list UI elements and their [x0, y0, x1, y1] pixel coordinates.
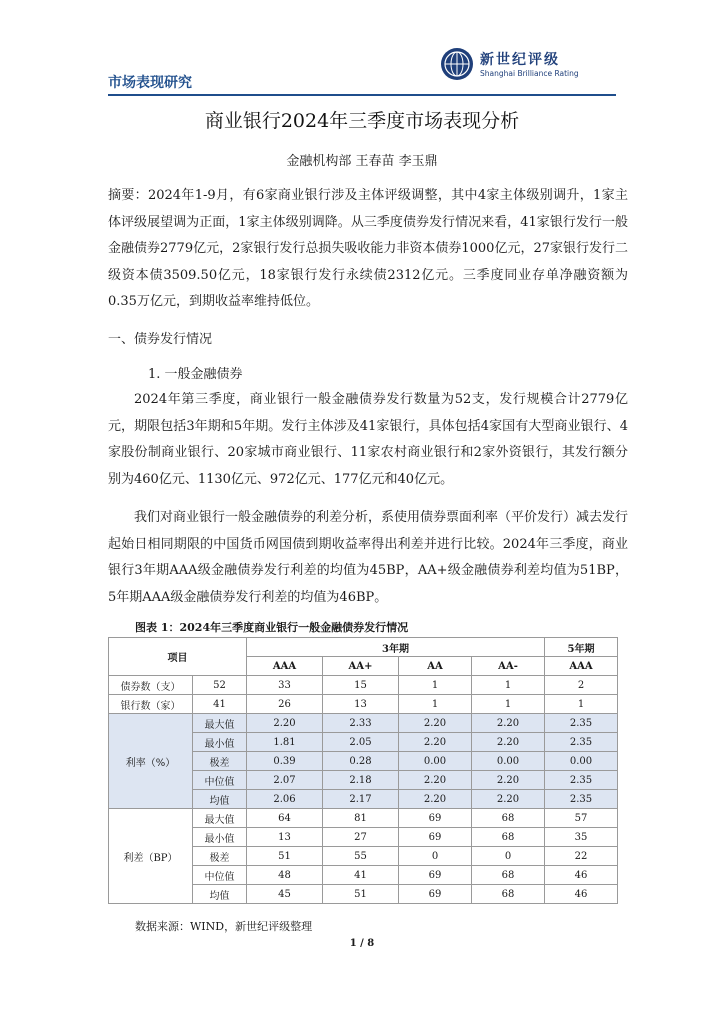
row-label: 银行数（家）	[109, 695, 193, 714]
grade-cell: AA-	[472, 657, 545, 676]
row-label: 债券数（支）	[109, 676, 193, 695]
table-cell: 55	[323, 847, 399, 866]
table-cell: 1	[399, 676, 472, 695]
table-cell: 1	[399, 695, 472, 714]
stat-label: 极差	[193, 847, 247, 866]
table-cell: 33	[247, 676, 323, 695]
table-cell: 13	[323, 695, 399, 714]
company-logo	[440, 47, 620, 87]
table-cell: 2.35	[545, 790, 618, 809]
rate-group-label: 利率（%）	[109, 714, 193, 809]
spread-group-label: 利差（BP）	[109, 809, 193, 904]
authors-line: 金融机构部 王春苗 李玉鼎	[286, 154, 438, 169]
table-cell: 2.20	[472, 714, 545, 733]
abstract-paragraph: 摘要：2024年1-9月，有6家商业银行涉及主体评级调整，其中4家主体级别调升，1家主体评级展望调为正面，1家主体级别调降。从三季度债券发行情况来看，41家银行发行一般金融债券2779亿元，2家银行发行总损失吸收能力非资本债券1000亿元，27家银行发行二级资本债3509.50亿元，18家银行发行永续债2312亿元。三季度同业存单净融资额为0.35万亿元，到期收益率维持低位。	[108, 188, 628, 309]
table-row	[109, 714, 618, 733]
table-cell: 0.00	[472, 752, 545, 771]
header-5-year: 5年期	[545, 638, 618, 657]
table-cell: 2.20	[399, 771, 472, 790]
table-cell: 51	[247, 847, 323, 866]
table-cell: 2.05	[323, 733, 399, 752]
table-cell: 68	[472, 809, 545, 828]
table-cell: 46	[545, 885, 618, 904]
table-caption: 图表 1：2024年三季度商业银行一般金融债券发行情况	[135, 621, 409, 634]
logo-globe-icon	[440, 47, 474, 81]
body-paragraph-1: 2024年第三季度，商业银行一般金融债券发行数量为52支，发行规模合计2779亿元，期限包括3年期和5年期。发行主体涉及41家银行，具体包括4家国有大型商业银行、4家股份制商业银行、20家城市商业银行、11家农村商业银行和2家外资银行，其发行额分别为460亿元、1130亿元、972亿元、177亿元和40亿元。	[108, 392, 628, 487]
table-cell: 2.20	[472, 733, 545, 752]
table-cell: 2.20	[472, 790, 545, 809]
table-cell: 2.35	[545, 714, 618, 733]
table-cell: 68	[472, 885, 545, 904]
table-row	[109, 676, 618, 695]
table-cell: 1	[472, 695, 545, 714]
table-cell: 22	[545, 847, 618, 866]
table-cell: 2.20	[472, 771, 545, 790]
data-source-note: 数据来源：WIND，新世纪评级整理	[135, 920, 313, 933]
bond-issuance-table	[108, 637, 618, 904]
table-cell: 0.00	[545, 752, 618, 771]
table-cell: 2	[545, 676, 618, 695]
stat-label: 中位值	[193, 866, 247, 885]
grade-cell: AA+	[323, 657, 399, 676]
grade-cell: AAA	[545, 657, 618, 676]
table-cell: 69	[399, 885, 472, 904]
table-cell: 69	[399, 828, 472, 847]
table-cell: 57	[545, 809, 618, 828]
table-cell: 2.20	[399, 733, 472, 752]
table-cell: 2.17	[323, 790, 399, 809]
row-total: 41	[193, 695, 247, 714]
table-header-row	[109, 638, 618, 657]
stat-label: 均值	[193, 790, 247, 809]
table-cell: 0.00	[399, 752, 472, 771]
table-cell: 2.33	[323, 714, 399, 733]
subsection-heading: 1. 一般金融债券	[148, 367, 243, 382]
body-paragraph-2: 我们对商业银行一般金融债券的利差分析，系使用债券票面利率（平价发行）减去发行起始日相同期限的中国货币网国债到期收益率得出利差并进行比较。2024年三季度，商业银行3年期AAA级金融债券发行利差的均值为45BP，AA+级金融债券利差均值为51BP，5年期AAA级金融债券发行利差的均值为46BP。	[108, 510, 629, 605]
stat-label: 均值	[193, 885, 247, 904]
table-cell: 0.39	[247, 752, 323, 771]
table-cell: 68	[472, 828, 545, 847]
table-cell: 2.20	[247, 714, 323, 733]
section-heading: 一、债券发行情况	[108, 332, 213, 347]
table-cell: 27	[323, 828, 399, 847]
stat-label: 极差	[193, 752, 247, 771]
table-cell: 69	[399, 866, 472, 885]
grade-cell: AAA	[247, 657, 323, 676]
table-cell: 2.06	[247, 790, 323, 809]
table-cell: 41	[323, 866, 399, 885]
stat-label: 中位值	[193, 771, 247, 790]
table-row	[109, 695, 618, 714]
table-cell: 0	[399, 847, 472, 866]
stat-label: 最小值	[193, 828, 247, 847]
stat-label: 最大值	[193, 714, 247, 733]
table-cell: 68	[472, 866, 545, 885]
table-cell: 51	[323, 885, 399, 904]
logo-chinese-name: 新世纪评级	[480, 52, 560, 68]
table-cell: 26	[247, 695, 323, 714]
table-cell: 2.20	[399, 714, 472, 733]
table-cell: 2.35	[545, 733, 618, 752]
header-section-title: 市场表现研究	[108, 75, 192, 91]
table-cell: 2.18	[323, 771, 399, 790]
header-3-year: 3年期	[247, 638, 545, 657]
table-cell: 2.35	[545, 771, 618, 790]
table-cell: 0.28	[323, 752, 399, 771]
table-cell: 48	[247, 866, 323, 885]
stat-label: 最大值	[193, 809, 247, 828]
row-total: 52	[193, 676, 247, 695]
table-cell: 64	[247, 809, 323, 828]
table-cell: 0	[472, 847, 545, 866]
table-cell: 13	[247, 828, 323, 847]
page-number: 1 / 8	[349, 938, 375, 949]
table-row	[109, 809, 618, 828]
table-cell: 45	[247, 885, 323, 904]
document-title: 商业银行2024年三季度市场表现分析	[204, 110, 520, 132]
stat-label: 最小值	[193, 733, 247, 752]
header-divider	[108, 94, 616, 96]
table-cell: 1	[472, 676, 545, 695]
table-cell: 2.07	[247, 771, 323, 790]
logo-english-name: Shanghai Brilliance Rating	[480, 69, 579, 78]
table-cell: 15	[323, 676, 399, 695]
table-cell: 46	[545, 866, 618, 885]
table-cell: 81	[323, 809, 399, 828]
table-cell: 2.20	[399, 790, 472, 809]
table-cell: 1.81	[247, 733, 323, 752]
grade-cell: AA	[399, 657, 472, 676]
table-cell: 35	[545, 828, 618, 847]
table-cell: 1	[545, 695, 618, 714]
header-item: 项目	[109, 638, 247, 676]
table-cell: 69	[399, 809, 472, 828]
